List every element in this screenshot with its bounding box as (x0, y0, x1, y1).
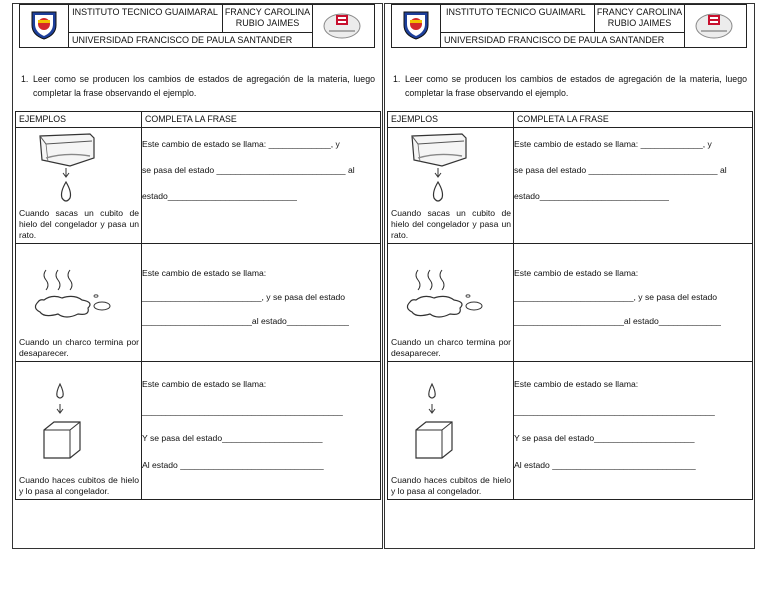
example-cell-3 (388, 362, 514, 500)
instruction-number: 1. (393, 74, 401, 84)
school-crest-icon (29, 9, 59, 41)
melting-ice-cube-icon (408, 132, 470, 208)
phrase-cell-1 (514, 128, 753, 244)
worksheet-left (12, 3, 383, 549)
example-caption: Cuando haces cubitos de hielo y lo pasa al congelador. (391, 475, 511, 496)
example-cell-2 (16, 244, 142, 362)
examples-header: EJEMPLOS (16, 112, 142, 128)
phrase-line: __________________________________________ (142, 406, 343, 416)
phrase-line: Este cambio de estado se llama: (142, 268, 267, 278)
phrase-line: _______________________al estado_____________ (142, 316, 349, 326)
phrase-line: Este cambio de estado se llama: (514, 268, 639, 278)
school-logo (392, 5, 441, 47)
exercise-table (15, 111, 381, 500)
freezing-water-icon (412, 380, 458, 466)
header-box (391, 4, 747, 48)
example-caption: Cuando un charco termina por desaparecer. (19, 337, 139, 358)
university-seal-icon (694, 11, 734, 39)
evaporating-puddle-icon (402, 266, 492, 324)
university-seal (685, 5, 746, 47)
institution-name: INSTITUTO TECNICO GUAIMARAL (68, 5, 223, 33)
evaporating-puddle-icon (30, 266, 120, 324)
worksheet-right (384, 3, 755, 549)
author-name: FRANCY CAROLINA RUBIO JAIMES (223, 5, 313, 33)
instruction-text: Leer como se producen los cambios de estados de agregación de la materia, luego completar la frase observando el ejemplo. (33, 74, 375, 98)
phrase-line: estado___________________________ (142, 191, 297, 201)
university-seal (313, 5, 374, 47)
phrase-cell-1 (142, 128, 381, 244)
phrase-line: Este cambio de estado se llama: _____________, y (142, 139, 340, 149)
phrase-line: _______________________al estado_____________ (514, 316, 721, 326)
example-cell-1 (16, 128, 142, 244)
example-caption: Cuando un charco termina por desaparecer. (391, 337, 511, 358)
school-crest-icon (401, 9, 431, 41)
phrase-line: Y se pasa del estado_____________________ (514, 433, 695, 443)
phrase-line: Al estado ______________________________ (514, 460, 696, 470)
example-caption: Cuando sacas un cubito de hielo del congelador y pasa un rato. (391, 208, 511, 240)
instruction (393, 72, 747, 100)
complete-header: COMPLETA LA FRASE (142, 112, 381, 128)
phrase-cell-2 (514, 244, 753, 362)
phrase-line: Este cambio de estado se llama: (514, 379, 639, 389)
phrase-line: Y se pasa del estado_____________________ (142, 433, 323, 443)
phrase-line: Este cambio de estado se llama: _____________, y (514, 139, 712, 149)
examples-header: EJEMPLOS (388, 112, 514, 128)
phrase-cell-3 (142, 362, 381, 500)
phrase-line: Al estado ______________________________ (142, 460, 324, 470)
instruction-text: Leer como se producen los cambios de estados de agregación de la materia, luego completar la frase observando el ejemplo. (405, 74, 747, 98)
phrase-line: estado___________________________ (514, 191, 669, 201)
phrase-line: se pasa del estado ___________________________ al (514, 165, 727, 175)
instruction-number: 1. (21, 74, 29, 84)
example-cell-1 (388, 128, 514, 244)
example-cell-3 (16, 362, 142, 500)
instruction (21, 72, 375, 100)
phrase-line: Este cambio de estado se llama: (142, 379, 267, 389)
example-caption: Cuando haces cubitos de hielo y lo pasa al congelador. (19, 475, 139, 496)
example-caption: Cuando sacas un cubito de hielo del congelador y pasa un rato. (19, 208, 139, 240)
university-seal-icon (322, 11, 362, 39)
institution-name: INSTITUTO TECNICO GUAIMARL (440, 5, 595, 33)
phrase-line: se pasa del estado ___________________________ al (142, 165, 355, 175)
phrase-line: _________________________, y se pasa del estado (142, 292, 346, 302)
melting-ice-cube-icon (36, 132, 98, 208)
university-name: UNIVERSIDAD FRANCISCO DE PAULA SANTANDER (440, 33, 685, 47)
example-cell-2 (388, 244, 514, 362)
phrase-line: _________________________, y se pasa del estado (514, 292, 718, 302)
author-name: FRANCY CAROLINA RUBIO JAIMES (595, 5, 685, 33)
phrase-cell-3 (514, 362, 753, 500)
school-logo (20, 5, 69, 47)
freezing-water-icon (40, 380, 86, 466)
exercise-table (387, 111, 753, 500)
university-name: UNIVERSIDAD FRANCISCO DE PAULA SANTANDER (68, 33, 313, 47)
complete-header: COMPLETA LA FRASE (514, 112, 753, 128)
header-box (19, 4, 375, 48)
phrase-line: __________________________________________ (514, 406, 715, 416)
phrase-cell-2 (142, 244, 381, 362)
